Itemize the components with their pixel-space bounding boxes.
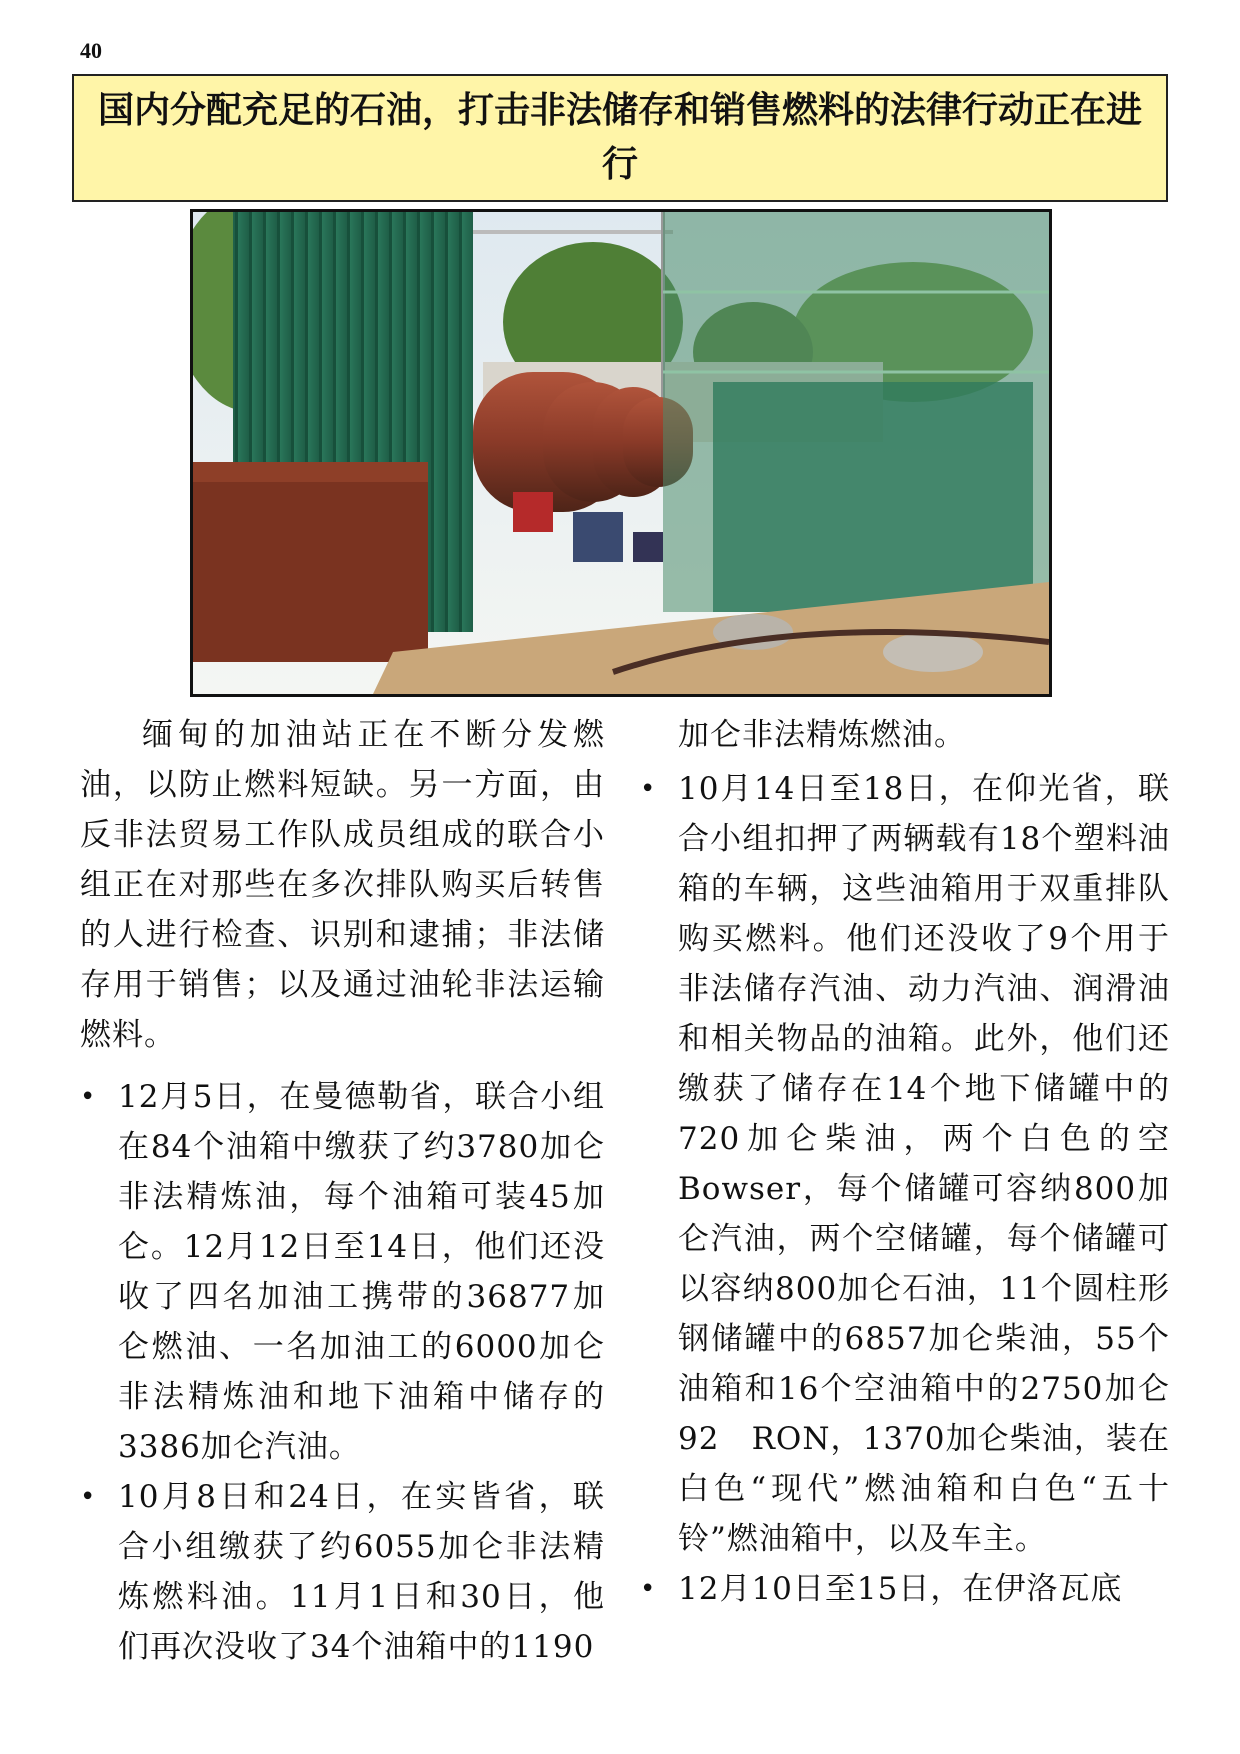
fuel-storage-site-image [193,212,1049,694]
page-number: 40 [80,38,102,63]
left-bullet-list [80,1072,605,1672]
right-column [640,710,1170,1614]
headline-box [72,74,1168,202]
list-item: • 10月14日至18日，在仰光省，联合小组扣押了两辆载有18个塑料油箱的车辆，这些油箱用于双重排队购买燃料。他们还没收了9个用于非法储存汽油、动力汽油、润滑油和相关物品的油箱。此外，他们还缴获了储存在14个地下储罐中的720加仑柴油，两个白色的空Bowser，每个储罐可容纳800加仑汽油，两个空储罐，每个储罐可以容纳800加仑石油，11个圆柱形钢储罐中的6857加仑柴油，55个油箱和16个空油箱中的2750加仑92 RON，1370加仑柴油，装在白色“现代”燃油箱和白色“五十铃”燃油箱中，以及车主。 [640,764,1170,1564]
list-item: • 12月5日，在曼德勒省，联合小组在84个油箱中缴获了约3780加仑非法精炼油，每个油箱可装45加仑。12月12日至14日，他们还没收了四名加油工携带的36877加仑燃油、一名加油工的6000加仑非法精炼油和地下油箱中储存的3386加仑汽油。 [80,1072,605,1472]
list-item: • 10月8日和24日，在实皆省，联合小组缴获了约6055加仑非法精炼燃料油。11月1日和30日，他们再次没收了34个油箱中的1190 [80,1472,605,1672]
right-bullet-list [640,764,1170,1614]
headline: 国内分配充足的石油，打击非法储存和销售燃料的法律行动正在进行 [97,90,1142,185]
continued-text: 加仑非法精炼燃油。 [678,717,966,753]
left-column [80,710,605,1672]
intro-paragraph: 缅甸的加油站正在不断分发燃油，以防止燃料短缺。另一方面，由反非法贸易工作队成员组成的联合小组正在对那些在多次排队购买后转售的人进行检查、识别和逮捕；非法储存用于销售；以及通过油轮非法运输燃料。 [80,717,605,1053]
news-photo [190,209,1052,697]
list-item: • 12月10日至15日，在伊洛瓦底 [640,1564,1170,1614]
